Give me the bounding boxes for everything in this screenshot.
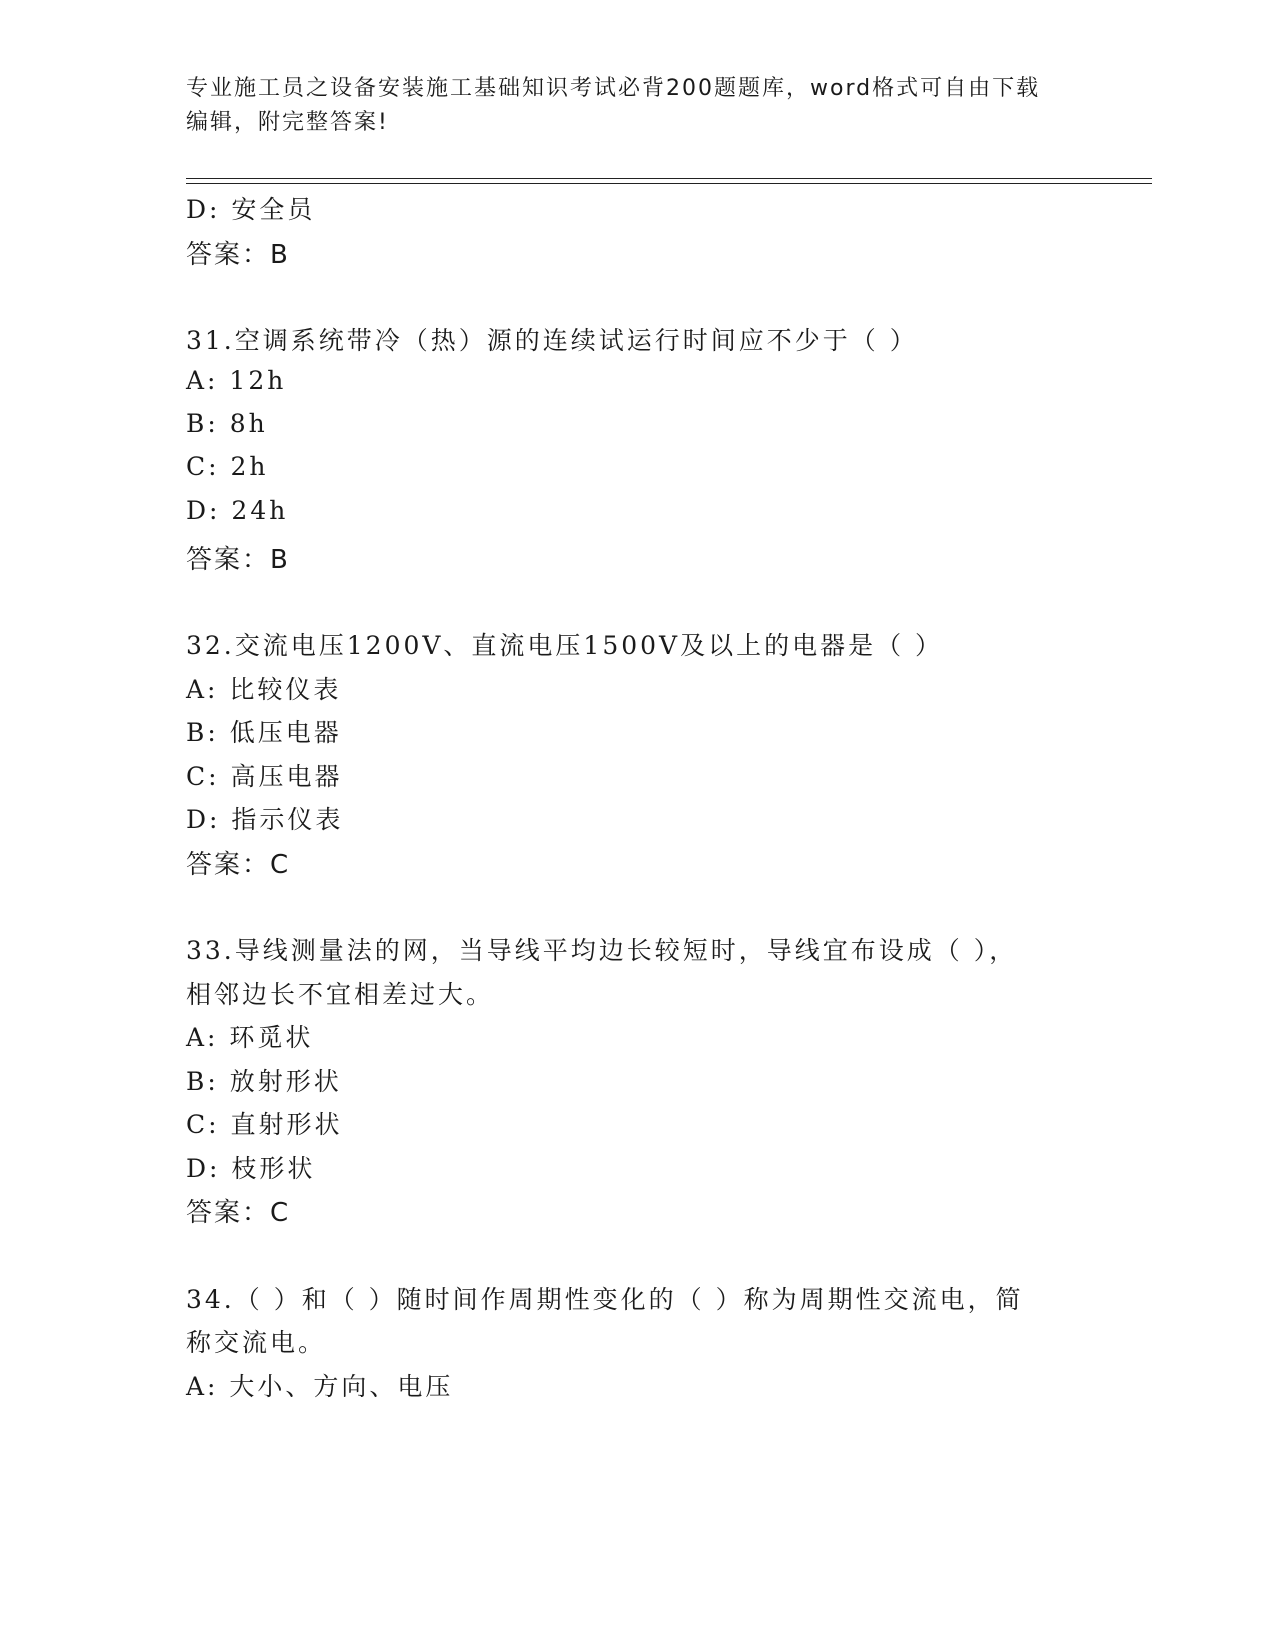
q33-answer: 答案：C (186, 1198, 291, 1228)
q32-option-b: B: 低压电器 (186, 718, 342, 747)
q33-option-d: D: 枝形状 (186, 1154, 316, 1183)
header-title-line-2: 编辑，附完整答案! (186, 110, 389, 135)
q34-question-line-1: 34.（ ）和（ ）随时间作周期性变化的（ ）称为周期性交流电，简 (186, 1285, 1024, 1314)
q31-option-c: C: 2h (186, 452, 269, 481)
q33-option-a: A: 环觅状 (186, 1023, 314, 1052)
document-header (186, 72, 1086, 140)
q31-answer: 答案：B (186, 545, 290, 575)
q33-option-b: B: 放射形状 (186, 1067, 342, 1096)
header-rule-bottom (186, 183, 1152, 184)
q32-option-c: C: 高压电器 (186, 762, 343, 791)
q32-option-d: D: 指示仪表 (186, 805, 344, 834)
header-rule-top (186, 178, 1152, 179)
q32-question: 32.交流电压1200V、直流电压1500V及以上的电器是（ ） (186, 631, 944, 660)
q32-option-a: A: 比较仪表 (186, 675, 342, 704)
q34-option-a: A: 大小、方向、电压 (186, 1372, 454, 1401)
q33-question-line-1: 33.导线测量法的网，当导线平均边长较短时，导线宜布设成（ ）， (186, 936, 1018, 965)
q31-option-a: A: 12h (186, 366, 287, 395)
header-title-line-1: 专业施工员之设备安装施工基础知识考试必背200题题库，word格式可自由下载 (186, 76, 1041, 101)
q31-option-b: B: 8h (186, 409, 268, 438)
q32-answer: 答案：C (186, 850, 291, 880)
q31-question: 31.空调系统带冷（热）源的连续试运行时间应不少于（ ） (186, 326, 918, 355)
q33-question-line-2: 相邻边长不宜相差过大。 (186, 980, 495, 1009)
prev-option-d: D: 安全员 (186, 195, 316, 224)
prev-answer: 答案：B (186, 240, 290, 270)
q33-option-c: C: 直射形状 (186, 1110, 343, 1139)
q34-question-line-2: 称交流电。 (186, 1328, 327, 1357)
q31-option-d: D: 24h (186, 496, 289, 525)
